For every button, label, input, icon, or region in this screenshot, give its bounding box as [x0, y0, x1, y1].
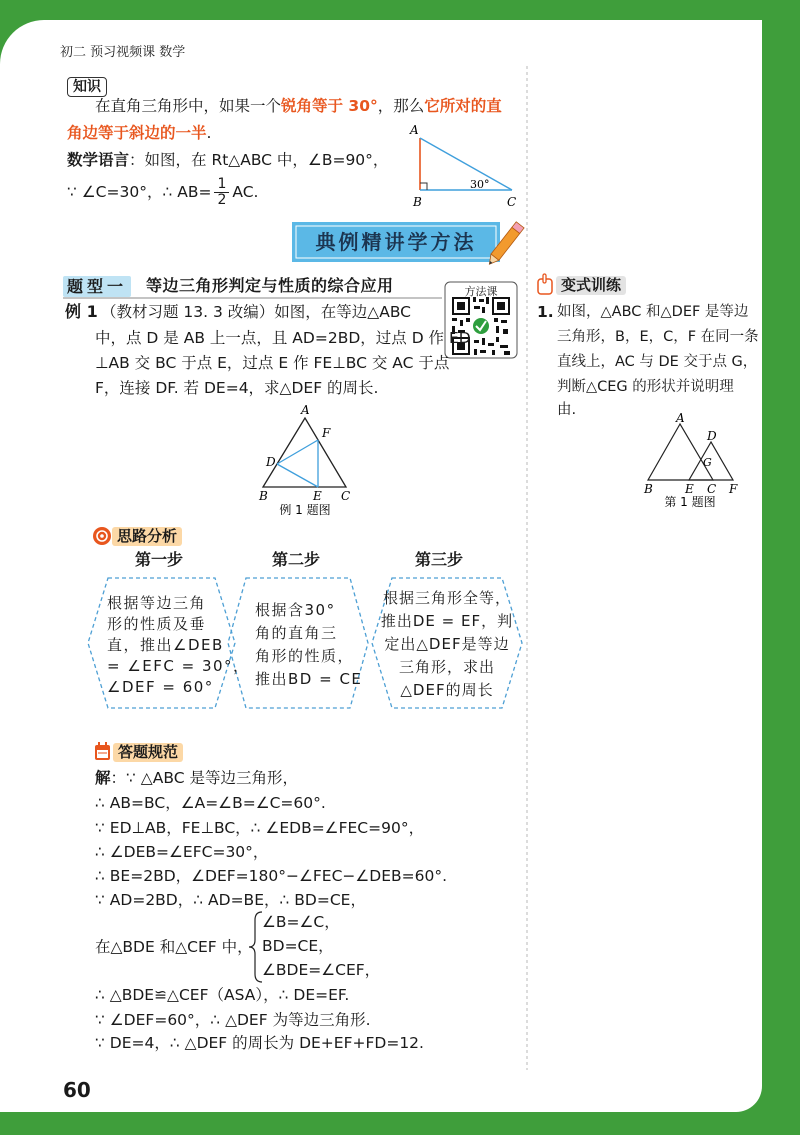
knowledge-line-2: [67, 123, 211, 143]
fraction-denominator: 2: [217, 192, 227, 208]
variation-line-4: 判断△CEG 的形状并说明理: [557, 379, 734, 395]
topic-title: 等边三角形判定与性质的综合应用: [146, 276, 394, 295]
label-c: C: [507, 195, 517, 209]
analysis-title: 思路分析: [112, 527, 182, 546]
segment-de: [277, 464, 318, 487]
label-d: D: [266, 455, 276, 469]
system-line-3: ∠BDE=∠CEF，: [262, 961, 381, 979]
solution-line-2: ∴ AB=BC，∠A=∠B=∠C=60°.: [95, 794, 326, 812]
fraction-numerator: 1: [214, 177, 229, 193]
step-line: = ∠EFC = 30°，: [107, 657, 250, 675]
banner-title: 典例精讲学方法: [315, 230, 477, 254]
topic-tag: 题型一: [63, 276, 131, 297]
triangle-abc: [648, 424, 713, 480]
step-line: 根据三角形全等，: [382, 589, 511, 607]
example-figure: [258, 403, 350, 517]
step-line: 根据等边三角: [107, 594, 207, 612]
step-line: 三角形，求出: [398, 658, 495, 676]
variation-line-5: 由.: [557, 402, 577, 418]
system-line-2: BD=CE，: [262, 937, 334, 955]
solution-line-8: ∵ ∠DEF=60°，∴ △DEF 为等边三角形.: [95, 1011, 371, 1029]
text-segment: ∵ ∠C=30°，∴ AB=: [67, 183, 212, 201]
solution-line-4: ∴ ∠DEB=∠EFC=30°，: [95, 843, 269, 861]
example-line-1: （教材习题 13. 3 改编）如图，在等边△ABC: [101, 303, 412, 321]
math-language-label: 数学语言: [67, 151, 130, 169]
label-c: C: [341, 489, 351, 503]
pointing-hand-icon: [538, 274, 552, 294]
solution-line-3: ∵ ED⊥AB，FE⊥BC，∴ ∠EDB=∠FEC=90°，: [95, 819, 425, 837]
figure-caption: 例 1 题图: [279, 503, 331, 517]
solution-line-1: [95, 768, 298, 788]
variation-line-3: 直线上，AC 与 DE 交于点 G，: [557, 354, 758, 370]
triangle-abc: [263, 418, 346, 487]
check-badge-icon: [473, 318, 489, 334]
solution-line-5: ∴ BE=2BD，∠DEF=180°−∠FEC−∠DEB=60°.: [95, 867, 448, 885]
solution-line-7: ∴ △BDE≌△CEF（ASA），∴ DE=EF.: [95, 986, 350, 1004]
step-line: △DEF的周长: [400, 681, 494, 699]
step-2-title: 第二步: [272, 550, 321, 569]
variation-number: 1.: [537, 303, 554, 321]
label-b: B: [259, 489, 268, 503]
step-1-title: 第一步: [135, 550, 184, 569]
step-line: ∠DEF = 60°: [107, 678, 214, 696]
calendar-icon: [95, 742, 110, 760]
label-e: E: [313, 489, 322, 503]
highlight-segment: 它所对的直: [424, 97, 502, 115]
knowledge-label: 知识: [67, 77, 107, 97]
right-angle-mark: [420, 183, 427, 190]
segment-df: [277, 440, 318, 464]
step-3-text: [377, 587, 517, 702]
label-g: G: [703, 456, 712, 469]
label-b: B: [413, 195, 422, 209]
step-line: 根据含30°: [255, 601, 336, 619]
label-b: B: [644, 482, 653, 496]
variation-figure: [643, 411, 738, 509]
example-line-2: 中，点 D 是 AB 上一点，且 AD=2BD，过点 D 作 ED: [95, 329, 471, 347]
step-line: 形的性质及垂: [107, 615, 207, 633]
solution-line-6: ∵ AD=2BD，∴ AD=BE，∴ BD=CE，: [95, 891, 366, 909]
solution-label: 解: [95, 769, 111, 787]
math-conclusion-line: [67, 176, 259, 208]
example-label: 例 1: [65, 302, 98, 321]
variation-title: 变式训练: [556, 276, 626, 295]
label-c: C: [707, 482, 717, 496]
label-f: F: [322, 426, 331, 440]
math-language-line: [67, 150, 388, 170]
step-1-text: [107, 593, 250, 698]
label-d: D: [707, 429, 717, 443]
label-f: F: [729, 482, 738, 496]
page-number: 60: [63, 1078, 91, 1102]
figure-caption: 第 1 题图: [664, 495, 716, 509]
analysis-icon: [93, 527, 111, 545]
step-line: 推出DE = EF，判: [380, 612, 514, 630]
variation-line-1: 如图，△ABC 和△DEF 是等边: [557, 304, 749, 320]
label-a: A: [676, 411, 685, 425]
step-line: 角的直角三: [255, 624, 338, 642]
angle-label: 30°: [470, 178, 490, 191]
knowledge-line-1: [95, 96, 502, 116]
solution-line-9: ∵ DE=4，∴ △DEF 的周长为 DE+EF+FD=12.: [95, 1034, 424, 1052]
label-a: A: [410, 123, 419, 137]
highlight-segment: 锐角等于 30°: [281, 97, 378, 115]
step-line: 直，推出∠DEB: [107, 636, 224, 654]
page-header-title: 初二 预习视频课 数学: [60, 45, 186, 60]
text-segment: .: [206, 124, 212, 142]
label-e: E: [685, 482, 694, 496]
step-line: 定出△DEF是等边: [384, 635, 510, 653]
text-segment: 在直角三角形中，如果一个: [95, 97, 282, 115]
system-line-1: ∠B=∠C，: [262, 913, 340, 931]
example-line-4: F，连接 DF. 若 DE=4，求△DEF 的周长.: [95, 379, 379, 397]
fraction: [214, 177, 229, 208]
text-segment: ：∵ △ABC 是等边三角形，: [110, 769, 298, 787]
step-3-title: 第三步: [415, 550, 464, 569]
highlight-segment: 角边等于斜边的一半: [67, 124, 207, 142]
step-line: 角形的性质，: [255, 647, 355, 665]
text-segment: ，那么: [377, 97, 425, 115]
knowledge-triangle-figure: [409, 123, 516, 209]
example-line-3: ⊥AB 交 BC 于点 E，过点 E 作 FE⊥BC 交 AC 于点: [95, 354, 450, 372]
label-a: A: [301, 403, 310, 417]
answer-title: 答题规范: [113, 743, 183, 762]
text-segment: AC.: [232, 183, 259, 201]
side-ac: [420, 138, 512, 190]
qr-label: 方法课: [464, 285, 498, 298]
step-line: 推出BD = CE: [255, 670, 363, 688]
step-2-text: [255, 599, 362, 691]
variation-line-2: 三角形，B，E，C，F 在同一条: [557, 329, 759, 345]
system-intro: 在△BDE 和△CEF 中，: [95, 938, 253, 956]
text-segment: ：如图，在 Rt△ABC 中，∠B=90°，: [129, 151, 389, 169]
